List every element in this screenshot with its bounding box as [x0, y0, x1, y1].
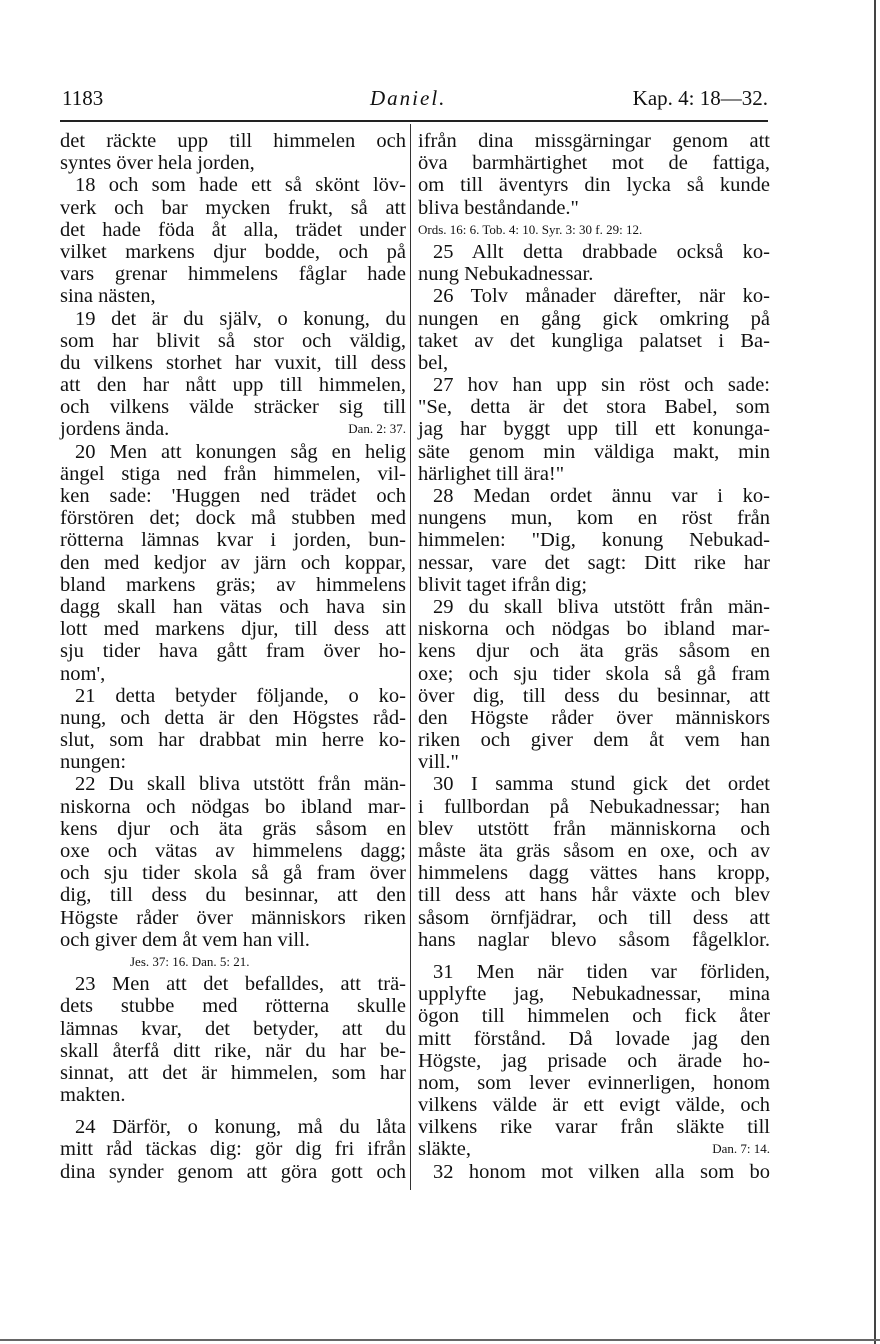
page-edge-bottom	[0, 1339, 880, 1341]
text-line: den Högste råder över människors	[418, 706, 770, 729]
text-line: kens djur och äta gräs såsom en	[418, 640, 770, 663]
text-line: 18 och som hade ett så skönt löv-	[75, 174, 406, 197]
text-line: taket av det kungliga palatset i Ba-	[418, 329, 770, 352]
text-line	[418, 951, 770, 961]
cross-reference: Dan. 2: 37.	[348, 421, 406, 437]
text-line: slut, som har drabbat min herre ko-	[60, 729, 406, 752]
text-line	[60, 418, 406, 440]
text-line: vars grenar himmelens fåglar hade	[60, 263, 406, 286]
text-line: dina synder genom att göra gott och	[60, 1160, 406, 1183]
text-line: det räckte upp till himmelen och	[60, 130, 406, 152]
text-line: kens djur och äta gräs såsom en	[60, 817, 406, 840]
text-line: och vilkens välde sträcker sig till	[60, 396, 406, 419]
text-line: ängel stiga ned från himmelen, vil-	[60, 462, 406, 485]
text-line: hans naglar blevo såsom fågelklor.	[418, 928, 770, 951]
running-header	[60, 86, 768, 116]
text-line: 28 Medan ordet ännu var i ko-	[433, 485, 770, 507]
text-line: 27 hov han upp sin röst och sade:	[433, 374, 770, 397]
text-line: oxe; och sju tider skola så gå fram	[418, 662, 770, 685]
text-line: nom',	[60, 662, 106, 685]
text-line: ifrån dina missgärningar genom att	[418, 130, 770, 152]
cross-reference: Dan. 7: 14.	[712, 1141, 770, 1157]
text-line: nung, och detta är den Högstes råd-	[60, 706, 406, 729]
text-line: dets stubbe med rötterna skulle	[60, 995, 406, 1018]
line-text: släkte,	[418, 1138, 471, 1161]
text-line: Jes. 37: 16. Dan. 5: 21.	[130, 953, 250, 969]
text-line: Högste, jag prisade och ärade ho-	[418, 1049, 770, 1072]
text-line: jag har byggt upp till ett konunga-	[418, 418, 770, 441]
text-line: vilkens välde är ett evigt välde, och	[418, 1094, 770, 1117]
text-line: nungens mun, kom en röst från	[418, 507, 770, 530]
text-line: nungen en gång gick omkring på	[418, 307, 770, 330]
text-line: såsom örnfjädrar, och till dess att	[418, 906, 770, 929]
text-line: skall återfå ditt rike, när du har be-	[60, 1039, 406, 1062]
text-line: 31 Men när tiden var förliden,	[433, 960, 770, 983]
text-line: att den har nått upp till himmelen,	[60, 374, 406, 397]
text-line: och giver dem åt vem han vill.	[60, 928, 310, 951]
text-line: nom, som lever evinnerligen, honom	[418, 1071, 770, 1094]
text-line: till dess att hans hår växte och blev	[418, 884, 770, 907]
text-line: verk och bar mycken frukt, så att	[60, 196, 406, 219]
text-line: måste äta gräs såsom en oxe, och av	[418, 840, 770, 862]
text-line: bel,	[418, 351, 449, 374]
left-text-column	[60, 130, 406, 1183]
text-line: nessar, vare det sagt: Ditt rike har	[418, 551, 770, 574]
text-line: 25 Allt detta drabbade också ko-	[433, 240, 770, 263]
text-line: lott med markens djur, till dess att	[60, 618, 406, 641]
text-line: 20 Men att konungen såg en helig	[75, 440, 406, 463]
text-line: niskorna och nödgas bo ibland mar-	[418, 618, 770, 641]
header-rule	[60, 120, 768, 122]
text-line: den med kedjor av järn och koppar,	[60, 551, 406, 574]
text-line: makten.	[60, 1084, 126, 1107]
column-divider	[410, 124, 411, 1190]
text-line: du vilkens storhet har vuxit, till dess	[60, 351, 406, 374]
text-line: förstören det; dock må stubben med	[60, 507, 406, 530]
text-line: nung Nebukadnessar.	[418, 263, 594, 286]
text-line: 26 Tolv månader därefter, när ko-	[433, 285, 770, 308]
text-line: rötterna lämnas kvar i jorden, bun-	[60, 529, 406, 552]
text-line: 29 du skall bliva utstött från män-	[433, 595, 770, 618]
text-line: 21 detta betyder följande, o ko-	[75, 684, 406, 707]
text-line: 24 Därför, o konung, må du låta	[75, 1116, 406, 1139]
chapter-reference: Kap. 4: 18—32.	[632, 86, 768, 110]
text-line: himmelen: "Dig, konung Nebukad-	[418, 529, 770, 552]
text-line: öva barmhärtighet mot de fattiga,	[418, 152, 770, 175]
text-line: det hade föda åt alla, trädet under	[60, 218, 406, 241]
line-text: jordens ända.	[60, 418, 170, 441]
text-line: 19 det är du själv, o konung, du	[75, 307, 406, 330]
text-line: Ords. 16: 6. Tob. 4: 10. Syr. 3: 30 f. 29: 12.	[418, 221, 643, 237]
text-line: himmelens dagg vättes hans kropp,	[418, 862, 770, 885]
text-line: mitt råd täckas dig: gör dig fri ifrån	[60, 1138, 406, 1161]
text-line	[418, 1138, 770, 1160]
right-text-column	[418, 130, 770, 1183]
text-line: vilket markens djur bodde, och på	[60, 240, 406, 263]
text-line: bland markens gräs; av himmelens	[60, 573, 406, 596]
text-line: dagg skall han vätas och hava sin	[60, 595, 406, 618]
text-line: syntes över hela jorden,	[60, 152, 255, 175]
text-line: sju tider hava gått fram över ho-	[60, 640, 406, 663]
text-line	[60, 1106, 406, 1116]
text-line: och sju tider skola så gå fram över	[60, 862, 406, 885]
text-line: Högste råder över människors riken	[60, 906, 406, 929]
text-line: mitt förstånd. Då lovade jag den	[418, 1027, 770, 1050]
text-line: dig, till dess du besinnar, att den	[60, 884, 406, 907]
text-line: ken sade: 'Huggen ned trädet och	[60, 485, 406, 507]
text-line: oxe och vätas av himmelens dagg;	[60, 840, 406, 862]
text-line: blivit taget ifrån dig;	[418, 573, 588, 596]
text-line: säte genom min väldiga makt, min	[418, 440, 770, 463]
text-line: i fullbordan på Nebukadnessar; han	[418, 795, 770, 818]
text-line: över dig, till dess du besinnar, att	[418, 684, 770, 707]
text-line: sinnat, att det är himmelen, som har	[60, 1061, 406, 1084]
text-line: nungen:	[60, 751, 127, 774]
book-title: Daniel.	[370, 86, 447, 110]
text-line: "Se, detta är det stora Babel, som	[418, 396, 770, 419]
text-line: vill."	[418, 751, 459, 774]
text-line: 23 Men att det befalldes, att trä-	[75, 973, 406, 996]
text-line: blev utstött från människorna och	[418, 817, 770, 840]
text-line: vilkens rike varar från släkte till	[418, 1116, 770, 1139]
text-line: sina nästen,	[60, 285, 156, 308]
text-line: upplyfte jag, Nebukadnessar, mina	[418, 983, 770, 1006]
text-line: riken och giver dem åt vem han	[418, 729, 770, 752]
text-line: härlighet till ära!"	[418, 462, 565, 485]
page-number: 1183	[62, 86, 104, 110]
text-line: 30 I samma stund gick det ordet	[433, 773, 770, 796]
text-line: ögon till himmelen och fick åter	[418, 1005, 770, 1028]
text-line: 32 honom mot vilken alla som bo	[433, 1160, 770, 1183]
page-edge-right	[874, 0, 876, 1344]
text-line: som har blivit så stor och väldig,	[60, 329, 406, 352]
text-line: niskorna och nödgas bo ibland mar-	[60, 795, 406, 818]
text-line: 22 Du skall bliva utstött från män-	[75, 773, 406, 796]
text-line: om till äventyrs din lycka så kunde	[418, 174, 770, 197]
text-line: bliva beståndande."	[418, 196, 579, 219]
text-line: lämnas kvar, det betyder, att du	[60, 1017, 406, 1040]
